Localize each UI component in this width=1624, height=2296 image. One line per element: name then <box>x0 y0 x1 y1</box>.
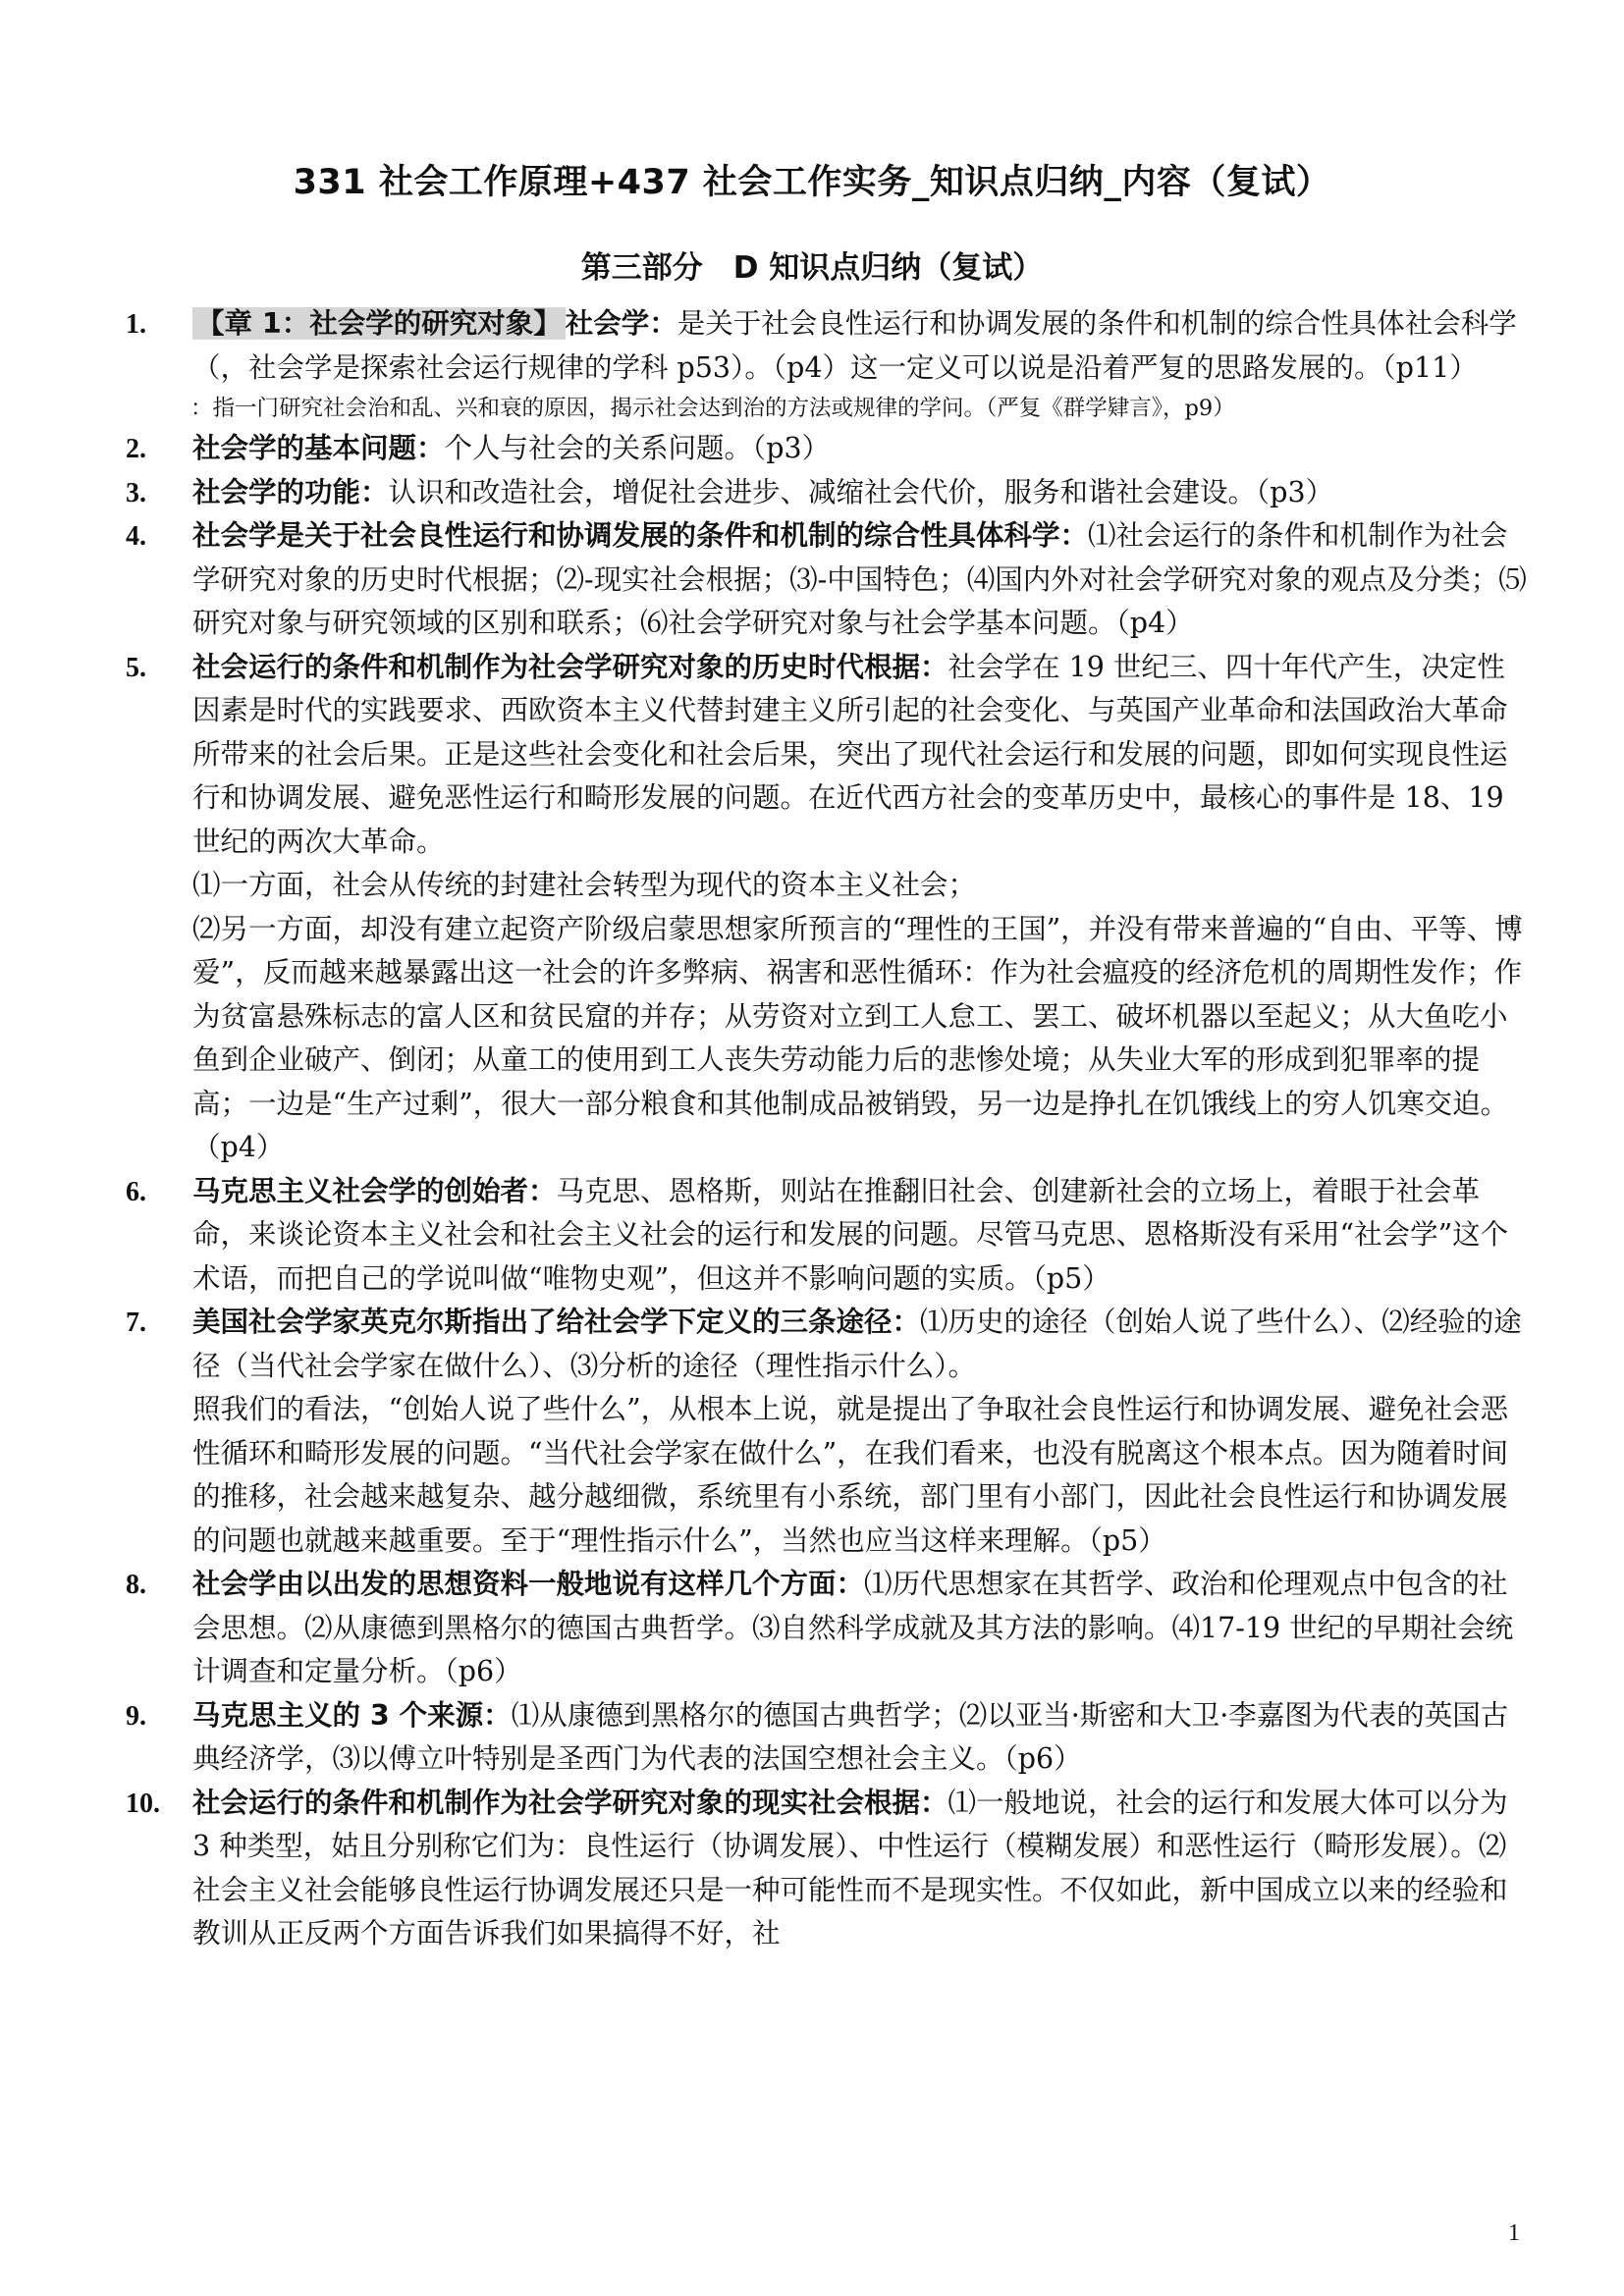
item-term: 社会学由以出发的思想资料一般地说有这样几个方面： <box>192 1568 865 1600</box>
item-term: 社会学的基本问题： <box>192 432 445 464</box>
item-number: 2. <box>126 434 146 464</box>
chapter-label: 【章 1：社会学的研究对象】 <box>192 307 566 340</box>
item-term: 社会运行的条件和机制作为社会学研究对象的现实社会根据： <box>192 1786 948 1819</box>
item-subpoint: 照我们的看法，“创始人说了些什么”，从根本上说，就是提出了争取社会良性运行和协调发展、避免社会恶性循环和畸形发展的问题。“当代社会学家在做什么”，在我们看来，也没有脱离这个根本点。因为随着时间的推移，社会越来越复杂、越分越细微，系统里有小系统，部门里有小部门，因此社会良性运行和协调发展的问题也就越来越重要。至于“理性指示什么”，当然也应当这样来理解。（p5） <box>192 1393 1509 1557</box>
list-item <box>126 302 1530 427</box>
list-item <box>126 471 1530 515</box>
item-text: ⑴历代思想家在其哲学、政治和伦理观点中包含的社会思想。⑵从康德到黑格尔的德国古典哲学。⑶自然科学成就及其方法的影响。⑷17-19 世纪的早期社会统计调查和定量分析。（p6） <box>192 1568 1514 1687</box>
list-item <box>126 646 1530 1170</box>
item-term: 马克思主义的 3 个来源： <box>192 1698 512 1732</box>
item-term: 马克思主义社会学的创始者： <box>192 1174 557 1207</box>
item-text: 马克思、恩格斯，则站在推翻旧社会、创建新社会的立场上，着眼于社会革命，来谈论资本主义社会和社会主义社会的运行和发展的问题。尽管马克思、恩格斯没有采用“社会学”这个术语，而把自己的学说叫做“唯物史观”，但这并不影响问题的实质。（p5） <box>192 1174 1509 1295</box>
item-number: 4. <box>126 521 146 552</box>
knowledge-point-list <box>126 302 1530 1956</box>
document-title: 331 社会工作原理+437 社会工作实务_知识点归纳_内容（复试） <box>293 163 1331 202</box>
list-item <box>126 1694 1530 1782</box>
item-term: 社会学的功能： <box>192 475 389 508</box>
item-subpoint: ⑴一方面，社会从传统的封建社会转型为现代的资本主义社会； <box>192 869 977 901</box>
item-text: 社会学在 19 世纪三、四十年代产生，决定性因素是时代的实践要求、西欧资本主义代替封建主义所引起的社会变化、与英国产业革命和法国政治大革命所带来的社会后果。正是这些社会变化和社会后果，突出了现代社会运行和发展的问题，即如何实现良性运行和协调发展、避免恶性运行和畸形发展的问题。在近代西方社会的变革历史中，最核心的事件是 18、19 世纪的两次大革命。 <box>192 650 1508 858</box>
item-text: ⑴历史的途径（创始人说了些什么）、⑵经验的途径（当代社会学家在做什么）、⑶分析的途径（理性指示什么）。 <box>192 1306 1522 1382</box>
item-number: 9. <box>126 1700 146 1732</box>
item-number: 5. <box>126 652 146 683</box>
item-number: 7. <box>126 1308 146 1338</box>
list-item <box>126 1170 1530 1302</box>
item-term: 美国社会学家英克尔斯指出了给社会学下定义的三条途径： <box>192 1306 921 1338</box>
item-number: 10. <box>126 1788 160 1819</box>
item-text: 是关于社会良性运行和协调发展的条件和机制的综合性具体社会科学（，社会学是探索社会运行规律的学科 p53）。（p4）这一定义可以说是沿着严复的思路发展的。（p11） <box>192 307 1517 384</box>
section-subtitle: 第三部分 D 知识点归纳（复试） <box>580 250 1044 286</box>
list-item <box>126 427 1530 471</box>
item-term: 社会运行的条件和机制作为社会学研究对象的历史时代根据： <box>192 650 948 683</box>
list-item <box>126 1563 1530 1694</box>
list-item <box>126 1301 1530 1563</box>
item-number: 8. <box>126 1570 146 1600</box>
item-text: 认识和改造社会，增促社会进步、减缩社会代价，服务和谐社会建设。（p3） <box>388 475 1334 508</box>
item-text: ⑴社会运行的条件和机制作为社会学研究对象的历史时代根据；⑵-现实社会根据；⑶-中国特色；⑷国内外对社会学研究对象的观点及分类；⑸研究对象与研究领域的区别和联系；⑹社会学研究对象与社会学基本问题。（p4） <box>192 519 1527 639</box>
item-term: 社会学： <box>565 307 677 340</box>
item-number: 1. <box>126 309 146 340</box>
list-item <box>126 514 1530 646</box>
item-subpoint: ⑵另一方面，却没有建立起资产阶级启蒙思想家所预言的“理性的王国”，并没有带来普遍的“自由、平等、博爱”，反而越来越暴露出这一社会的许多弊病、祸害和恶性循环：作为社会瘟疫的经济危机的周期性发作；作为贫富悬殊标志的富人区和贫民窟的并存；从劳资对立到工人怠工、罢工、破坏机器以至起义；从大鱼吃小鱼到企业破产、倒闭；从童工的使用到工人丧失劳动能力后的悲惨处境；从失业大军的形成到犯罪率的提高；一边是“生产过剩”，很大一部分粮食和其他制成品被销毁，另一边是挣扎在饥饿线上的穷人饥寒交迫。（p4） <box>192 912 1523 1163</box>
list-item <box>126 1782 1530 1956</box>
item-note: ：指一门研究社会治和乱、兴和衰的原因，揭示社会达到治的方法或规律的学问。（严复《群学肄言》，p9） <box>190 396 1235 421</box>
item-text: 个人与社会的关系问题。（p3） <box>444 432 831 464</box>
item-number: 3. <box>126 477 146 508</box>
item-number: 6. <box>126 1176 146 1207</box>
item-term: 社会学是关于社会良性运行和协调发展的条件和机制的综合性具体科学： <box>192 519 1089 552</box>
item-text: ⑴一般地说，社会的运行和发展大体可以分为 3 种类型，姑且分别称它们为：良性运行（协调发展）、中性运行（模糊发展）和恶性运行（畸形发展）。⑵社会主义社会能够良性运行协调发展还只是一种可能性而不是现实性。不仅如此，新中国成立以来的经验和教训从正反两个方面告诉我们如果搞得不好，社 <box>192 1786 1508 1949</box>
item-text: ⑴从康德到黑格尔的德国古典哲学；⑵以亚当·斯密和大卫·李嘉图为代表的英国古典经济学，⑶以傅立叶特别是圣西门为代表的法国空想社会主义。（p6） <box>192 1698 1509 1775</box>
page-number: 1 <box>1508 2220 1520 2246</box>
